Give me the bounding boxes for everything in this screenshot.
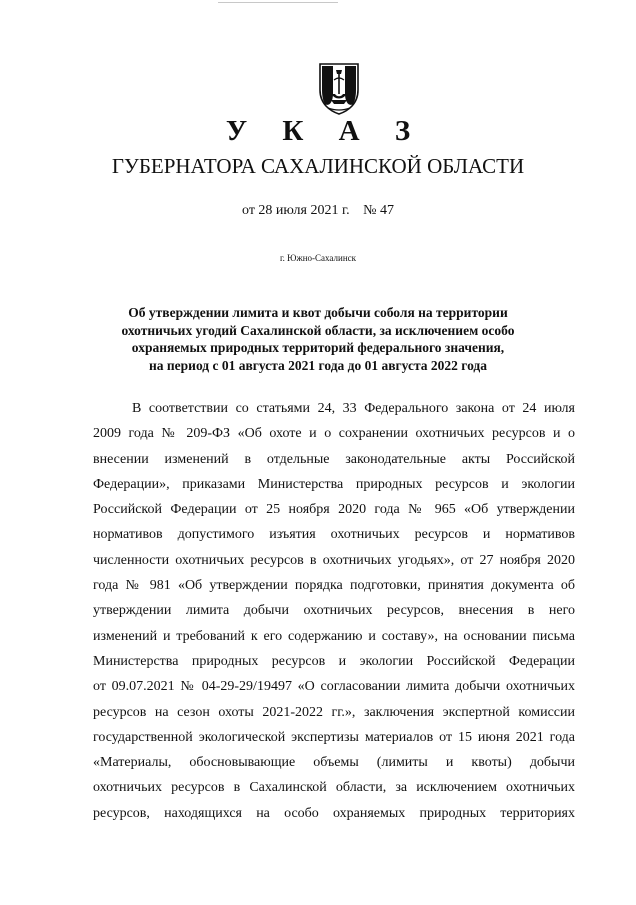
body-line: 2009 года № 209-ФЗ «Об охоте и о сохранении охотничьих ресурсов и о [93,426,575,442]
body-line: ресурсов на сезон охоты 2021-2022 гг.», заключения экспертной комиссии [93,704,575,720]
body-line: года № 981 «Об утверждении порядка подготовки, принятия документа об [93,578,575,594]
heading-line: Об утверждении лимита и квот добычи соболя на территории [128,305,508,320]
heading-line: охраняемых природных территорий федерального значения, [131,340,505,355]
document-number: № 47 [363,203,394,218]
body-line: внесении изменений в отдельные законодательные акты Российской [93,451,575,467]
body-line: нормативов допустимого изъятия охотничьих ресурсов и нормативов [93,527,575,543]
sakhalin-coat-of-arms-icon [314,60,364,116]
body-line: охотничьих ресурсов в Сахалинской области, за исключением охотничьих [93,780,575,796]
body-line: В соответствии со статьями 24, 33 Федерального закона от 24 июля [132,401,575,416]
date-number-line [0,203,636,219]
document-city: г. Южно-Сахалинск [279,253,356,263]
body-line: ресурсов, находящихся на особо охраняемых природных территориях [93,805,575,821]
body-line: утверждении лимита добычи охотничьих ресурсов, внесения в него [93,603,575,619]
body-line: Министерства природных ресурсов и экологии Российской Федерации [93,653,575,669]
document-title: У К А З [225,115,425,147]
body-line: изменений и требований к его содержанию и составу», на основании письма [93,628,575,644]
document-date: от 28 июля 2021 г. [242,203,350,218]
document-heading [95,304,541,374]
body-line: от 09.07.2021 № 04-29-29/19497 «О согласовании лимита добычи охотничьих [93,679,575,695]
heading-line: на период с 01 августа 2021 года до 01 августа 2022 года [148,357,488,373]
body-line: государственной экологической экспертизы материалов от 15 июня 2021 года [93,729,575,745]
body-line: Федерации», приказами Министерства природных ресурсов и экологии [93,476,575,492]
body-line: «Материалы, обосновывающие объемы (лимиты и квоты) добычи [93,755,575,771]
heading-line: охотничьих угодий Сахалинской области, за исключением особо [121,322,515,338]
document-subtitle: ГУБЕРНАТОРА САХАЛИНСКОЙ ОБЛАСТИ [111,154,525,178]
scan-artifact [218,2,338,3]
body-line: численности охотничьих ресурсов в охотничьих угодьях», от 27 ноября 2020 [93,552,575,568]
body-line: Российской Федерации от 25 ноября 2020 года № 965 «Об утверждении [93,502,575,518]
document-body [93,396,575,826]
